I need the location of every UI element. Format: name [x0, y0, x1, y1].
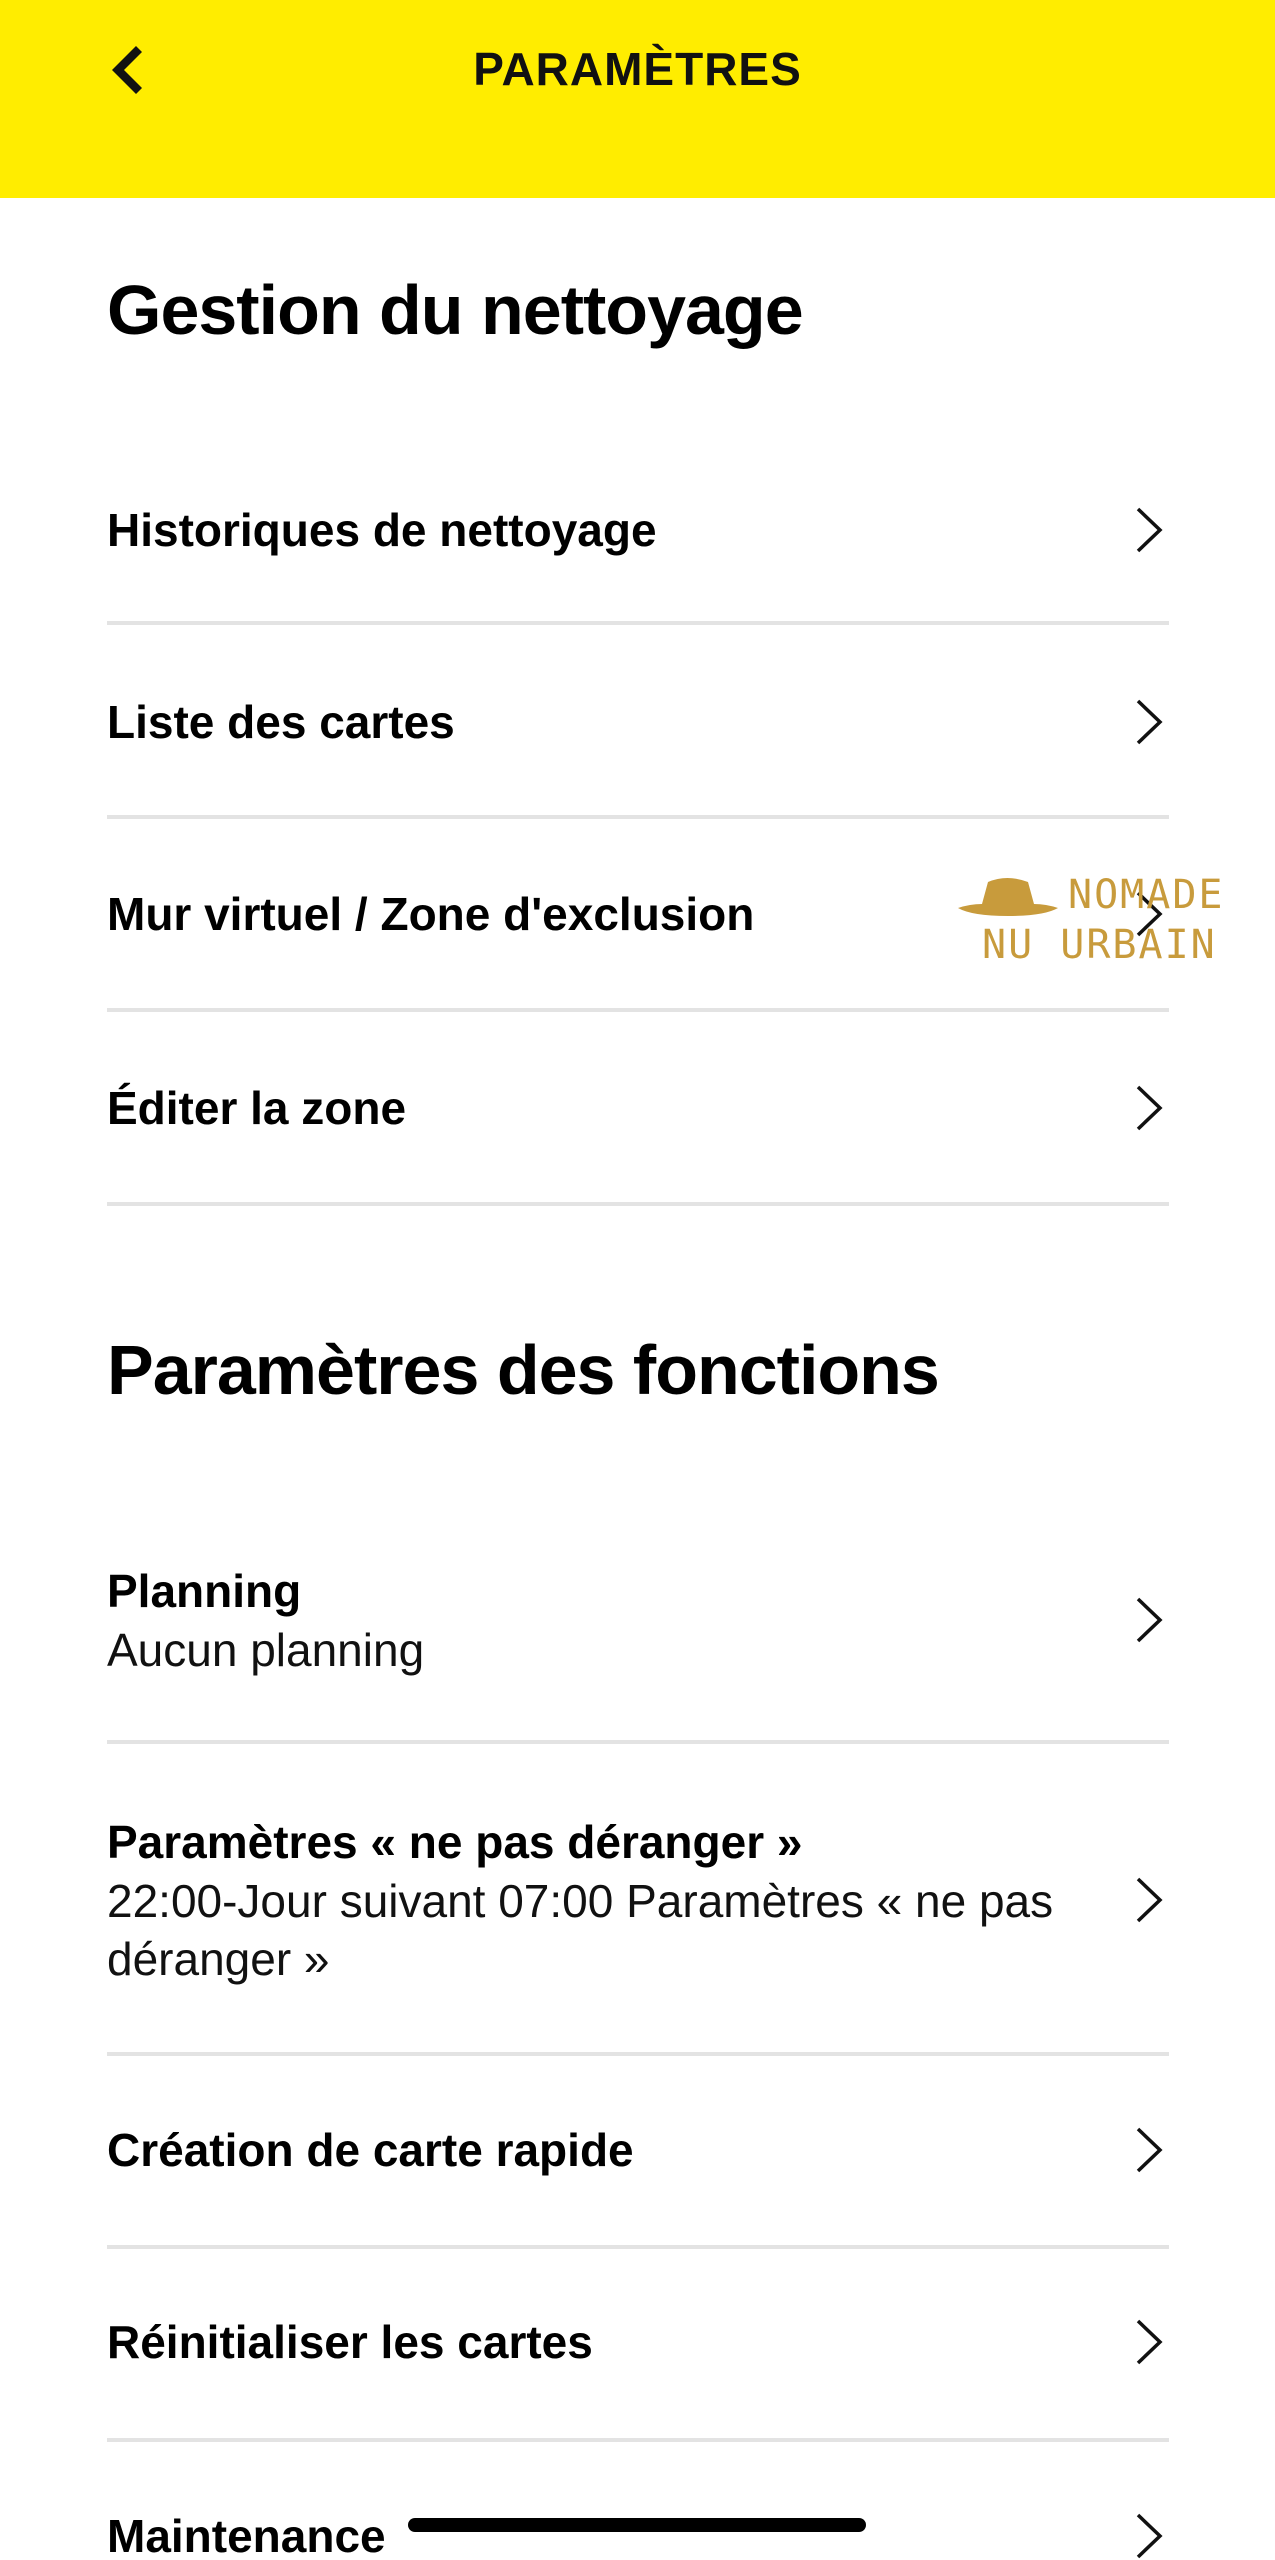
divider	[107, 621, 1169, 625]
divider	[107, 815, 1169, 819]
row-reset-maps[interactable]	[107, 2302, 1169, 2382]
row-planning[interactable]	[107, 1555, 1169, 1685]
back-button[interactable]	[96, 40, 156, 100]
home-indicator[interactable]	[408, 2518, 866, 2532]
chevron-right-icon	[1129, 1875, 1169, 1925]
watermark-logo	[952, 868, 1262, 968]
row-cleaning-history[interactable]	[107, 490, 1169, 570]
row-map-list[interactable]	[107, 682, 1169, 762]
row-label: Mur virtuel / Zone d'exclusion	[107, 888, 755, 940]
row-do-not-disturb[interactable]	[107, 1805, 1169, 1995]
row-value: 22:00-Jour suivant 07:00 Paramètres « ne pas déranger »	[107, 1875, 1054, 1985]
row-label: Réinitialiser les cartes	[107, 2316, 593, 2368]
row-value: Aucun planning	[107, 1624, 425, 1676]
divider	[107, 1008, 1169, 1012]
row-label: Paramètres « ne pas déranger »	[107, 1816, 803, 1868]
page-title: PARAMÈTRES	[473, 43, 802, 95]
divider	[107, 2245, 1169, 2249]
svg-text:NOMADE: NOMADE	[1068, 872, 1225, 918]
row-edit-zone[interactable]	[107, 1068, 1169, 1148]
chevron-right-icon	[1129, 2125, 1169, 2175]
chevron-right-icon	[1129, 1595, 1169, 1645]
chevron-right-icon	[1129, 2511, 1169, 2560]
chevron-right-icon	[1129, 2317, 1169, 2367]
row-quick-mapping[interactable]	[107, 2110, 1169, 2190]
divider	[107, 1202, 1169, 1206]
chevron-right-icon	[1129, 1083, 1169, 1133]
chevron-left-icon	[106, 44, 146, 96]
chevron-right-icon	[1129, 505, 1169, 555]
row-label: Création de carte rapide	[107, 2124, 634, 2176]
svg-text:NU URBAIN: NU URBAIN	[982, 922, 1217, 968]
row-label: Maintenance	[107, 2510, 386, 2560]
row-label: Éditer la zone	[107, 1082, 407, 1134]
top-app-bar	[0, 0, 1275, 198]
row-label: Liste des cartes	[107, 696, 455, 748]
row-label: Historiques de nettoyage	[107, 504, 657, 556]
section-title-functions: Paramètres des fonctions	[107, 1331, 939, 1409]
divider	[107, 2438, 1169, 2442]
section-title-cleaning: Gestion du nettoyage	[107, 271, 803, 349]
divider	[107, 2052, 1169, 2056]
divider	[107, 1740, 1169, 1744]
row-label: Planning	[107, 1565, 302, 1617]
chevron-right-icon	[1129, 697, 1169, 747]
